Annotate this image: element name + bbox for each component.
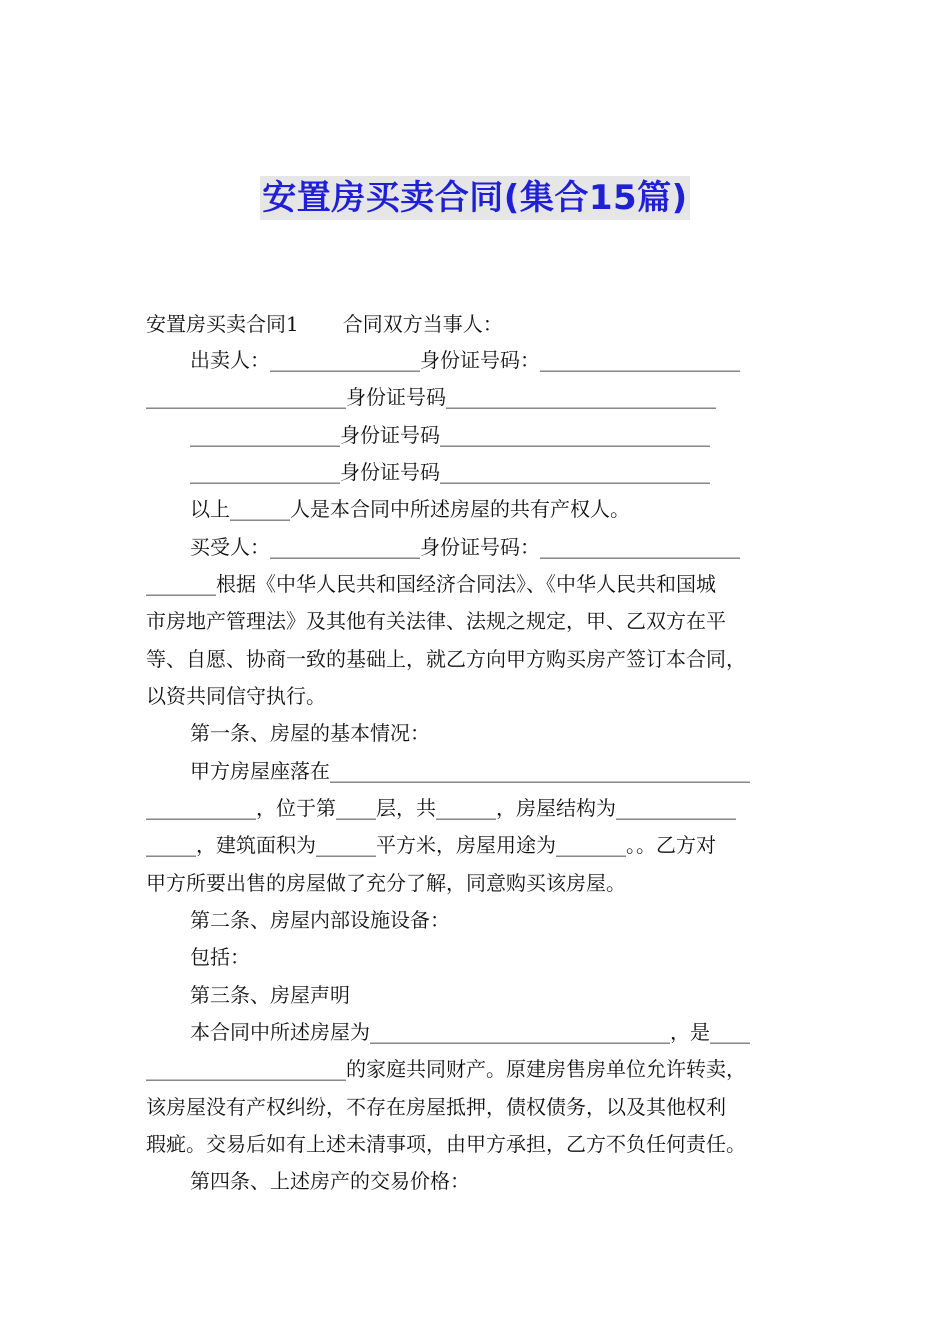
contract-heading: 安置房买卖合同1 <box>146 312 299 336</box>
paragraph-line: 包括： <box>190 945 250 969</box>
document-title: 安置房买卖合同(集合15篇) <box>262 178 688 218</box>
paragraph-line: 市房地产管理法》及其他有关法律、法规之规定，甲、乙双方在平 <box>146 609 726 633</box>
article-1-heading: 第一条、房屋的基本情况： <box>190 721 430 745</box>
article-2-heading: 第二条、房屋内部设施设备： <box>190 908 450 932</box>
paragraph-line: 本合同中所述房屋为______________________________，是____ <box>190 1020 750 1044</box>
paragraph-line: 甲方所要出售的房屋做了充分了解，同意购买该房屋。 <box>146 871 626 895</box>
paragraph-line: ___________，位于第____层，共______，房屋结构为____________ <box>146 796 736 820</box>
id-line-2: _______________身份证号码___________________________ <box>190 423 710 447</box>
article-3-heading: 第三条、房屋声明 <box>190 983 350 1007</box>
buyer-line: 买受人：_______________身份证号码：____________________ <box>190 535 740 559</box>
id-line-3: _______________身份证号码___________________________ <box>190 460 710 484</box>
first-line <box>146 310 810 338</box>
parties-label: 合同双方当事人： <box>342 312 503 336</box>
document-title-wrap <box>0 176 950 220</box>
paragraph-line: _______根据《中华人民共和国经济合同法》、《中华人民共和国城 <box>146 572 716 596</box>
paragraph-line: 等、自愿、协商一致的基础上，就乙方向甲方购买房产签订本合同， <box>146 647 746 671</box>
seller-line: 出卖人：_______________身份证号码：____________________ <box>190 348 740 372</box>
paragraph-line: ____________________的家庭共同财产。原建房售房单位允许转卖， <box>146 1057 746 1081</box>
paragraph-line: 甲方房屋座落在__________________________________________ <box>190 759 750 783</box>
article-4-heading: 第四条、上述房产的交易价格： <box>190 1169 470 1193</box>
paragraph-line: 该房屋没有产权纠纷，不存在房屋抵押，债权债务，以及其他权利 <box>146 1095 726 1119</box>
paragraph-line: 以资共同信守执行。 <box>146 684 326 708</box>
paragraph-line: 瑕疵。交易后如有上述未清事项，由甲方承担，乙方不负任何责任。 <box>146 1132 746 1156</box>
co-owners-line: 以上______人是本合同中所述房屋的共有产权人。 <box>190 497 630 521</box>
paragraph-line: _____，建筑面积为______平方米，房屋用途为_______。。乙方对 <box>146 833 716 857</box>
id-line-1: ____________________身份证号码___________________________ <box>146 385 716 409</box>
